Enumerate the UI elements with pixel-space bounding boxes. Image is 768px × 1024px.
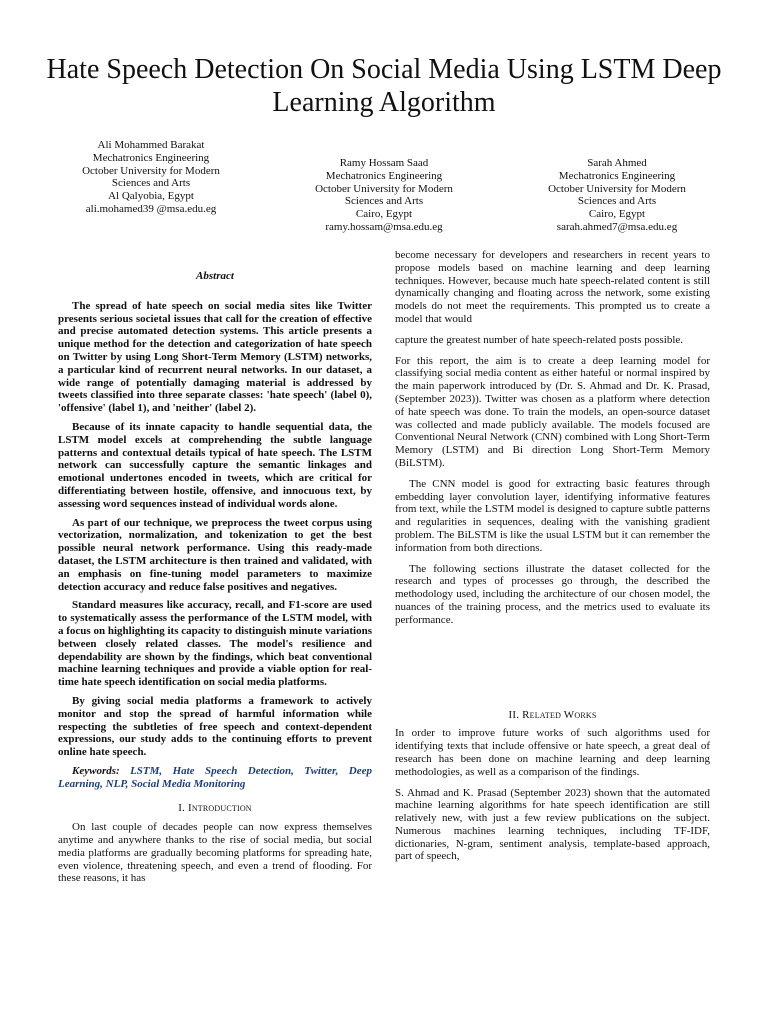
abstract-paragraph: By giving social media platforms a framework to actively monitor and stop the spread of harmful information while respecting the subtleties of free speech and context-dependent expressions, our study adds to the continuing efforts to prevent online hate speech. bbox=[58, 694, 372, 759]
author-email: ramy.hossam@msa.edu.eg bbox=[325, 220, 443, 233]
keywords bbox=[58, 765, 372, 791]
related-paragraph: S. Ahmad and K. Prasad (September 2023) shown that the automated machine learning algorithms for hate speech identification are still relatively new, with just a few review publications on the subject. Numerous machines learning techniques, including TF-IDF, dictionaries, N-gram, sentiment analysis, template-based approach, part of speech, bbox=[395, 786, 710, 863]
author-block-1 bbox=[56, 139, 246, 216]
author-email: sarah.ahmed7@msa.edu.eg bbox=[556, 220, 678, 233]
intro-paragraph: For this report, the aim is to create a deep learning model for classifying social media content as either hateful or normal inspired by the main paperwork introduced by (Dr. S. Ahmad and Dr. K. Prasad, (September 2023)). Twitter was chosen as a platform where detection of hate speech was done. To train the models, an open-source dataset was collected and made publicly available. The models focused are Conventional Neural Network (CNN) combined with Long Short-Term Memory (LSTM) and Bi direction Long Short-Term Memory (BiLSTM). bbox=[395, 354, 710, 469]
author-org: October University for Modern bbox=[315, 182, 453, 195]
intro-paragraph-continued: become necessary for developers and researchers in recent years to propose models based on machine learning and deep learning techniques. However, because much hate speech-related content is still dynamically changing and floating across the network, some existing models do not meet the requirements. This prompted us to create a model that would bbox=[395, 249, 710, 325]
author-location: Cairo, Egypt bbox=[588, 208, 646, 221]
intro-paragraph: On last couple of decades people can now express themselves anytime and anywhere thanks to the rise of social media, but social media platforms are gradually becoming platforms for spreading hate, even violence, threatening speech, and even a trend of flooding. For these reasons, it has bbox=[58, 821, 372, 885]
author-org: Sciences and Arts bbox=[111, 177, 191, 190]
left-column bbox=[58, 270, 372, 893]
keywords-label: Keywords: bbox=[72, 764, 120, 777]
author-name: Sarah Ahmed bbox=[587, 157, 647, 169]
author-dept: Mechatronics Engineering bbox=[325, 169, 443, 182]
author-location: Al Qalyobia, Egypt bbox=[108, 190, 194, 203]
abstract-paragraph: Standard measures like accuracy, recall, and F1-score are used to systematically assess the performance of the LSTM model, with a focus on highlighting its capacity to distinguish minute variations between closely related classes. The model's resilience and dependability are shown by the findings, which beat conventional machine learning techniques and provide a viable option for real-time hate speech identification on social media platforms. bbox=[58, 599, 372, 689]
author-org: October University for Modern bbox=[548, 182, 686, 195]
intro-paragraph: The CNN model is good for extracting basic features through embedding layer convolution layer, identifying informative features from text, while the LSTM model is designed to capture subtle patterns and regularities in sequences, dealing with the vanishing gradient problem. The BiLSTM is like the usual LSTM but it can remember the information from both directions. bbox=[395, 477, 710, 554]
author-org: Sciences and Arts bbox=[577, 195, 657, 208]
abstract-paragraph: Because of its innate capacity to handle sequential data, the LSTM model excels at comprehending the subtle language patterns and contextual details typical of hate speech. The LSTM network can successfully capture the semantic linkages and emotional undertones encoded in tweets, which are critical for differentiating between hostile, offensive, and innocuous text, by assessing word sequences instead of individual words alone. bbox=[58, 420, 372, 510]
section-heading-introduction: I. Introduction bbox=[178, 802, 252, 815]
author-name: Ramy Hossam Saad bbox=[339, 157, 429, 169]
author-org: Sciences and Arts bbox=[344, 195, 424, 208]
abstract-heading: Abstract bbox=[196, 270, 234, 282]
author-org: October University for Modern bbox=[82, 164, 220, 177]
intro-paragraph-end: capture the greatest number of hate speech-related posts possible. bbox=[395, 333, 684, 346]
author-block-3 bbox=[522, 157, 712, 234]
paper-title: Hate Speech Detection On Social Media Using LSTM Deep Learning Algorithm bbox=[46, 53, 722, 118]
author-dept: Mechatronics Engineering bbox=[558, 169, 676, 182]
keywords-text: LSTM, Hate Speech Detection, Twitter, Deep Learning, NLP, Social Media Monitoring bbox=[58, 764, 373, 790]
author-dept: Mechatronics Engineering bbox=[92, 151, 210, 164]
related-paragraph: In order to improve future works of such algorithms used for identifying texts that include offensive or hate speech, a great deal of research has been done on machine learning and deep learning methodologies, as well as a comparison of the findings. bbox=[395, 727, 710, 778]
abstract-paragraph: As part of our technique, we preprocess the tweet corpus using vectorization, normalization, and tokenization to get the best possible neural network performance. Using this ready-made dataset, the LSTM architecture is then trained and validated, with an emphasis on fine-tuning model parameters to maximize detection accuracy and reduce false positives and negatives. bbox=[58, 516, 372, 593]
intro-paragraph: The following sections illustrate the dataset collected for the research and types of processes go through, the described the methodology used, including the architecture of our chosen model, the nuances of the training process, and the metrics used to evaluate its performance. bbox=[395, 562, 710, 626]
author-block-2 bbox=[289, 157, 479, 234]
section-heading-related-works: II. Related Works bbox=[508, 708, 597, 721]
author-email: ali.mohamed39 @msa.edu.eg bbox=[85, 202, 217, 215]
abstract-paragraph: The spread of hate speech on social media sites like Twitter presents serious societal issues that call for the creation of effective and precise automated detection systems. This article presents a unique method for the detection and categorization of hate speech on Twitter by using Long Short-Term Memory (LSTM) networks, a particular kind of recurrent neural networks. In our dataset, a wide range of potentially damaging material is addressed by tweets classified into three separate classes: 'hate speech' (label 0), 'offensive' (label 1), and 'neither' (label 2). bbox=[58, 299, 372, 415]
author-location: Cairo, Egypt bbox=[355, 208, 413, 221]
author-name: Ali Mohammed Barakat bbox=[97, 139, 205, 151]
right-column bbox=[395, 249, 710, 871]
